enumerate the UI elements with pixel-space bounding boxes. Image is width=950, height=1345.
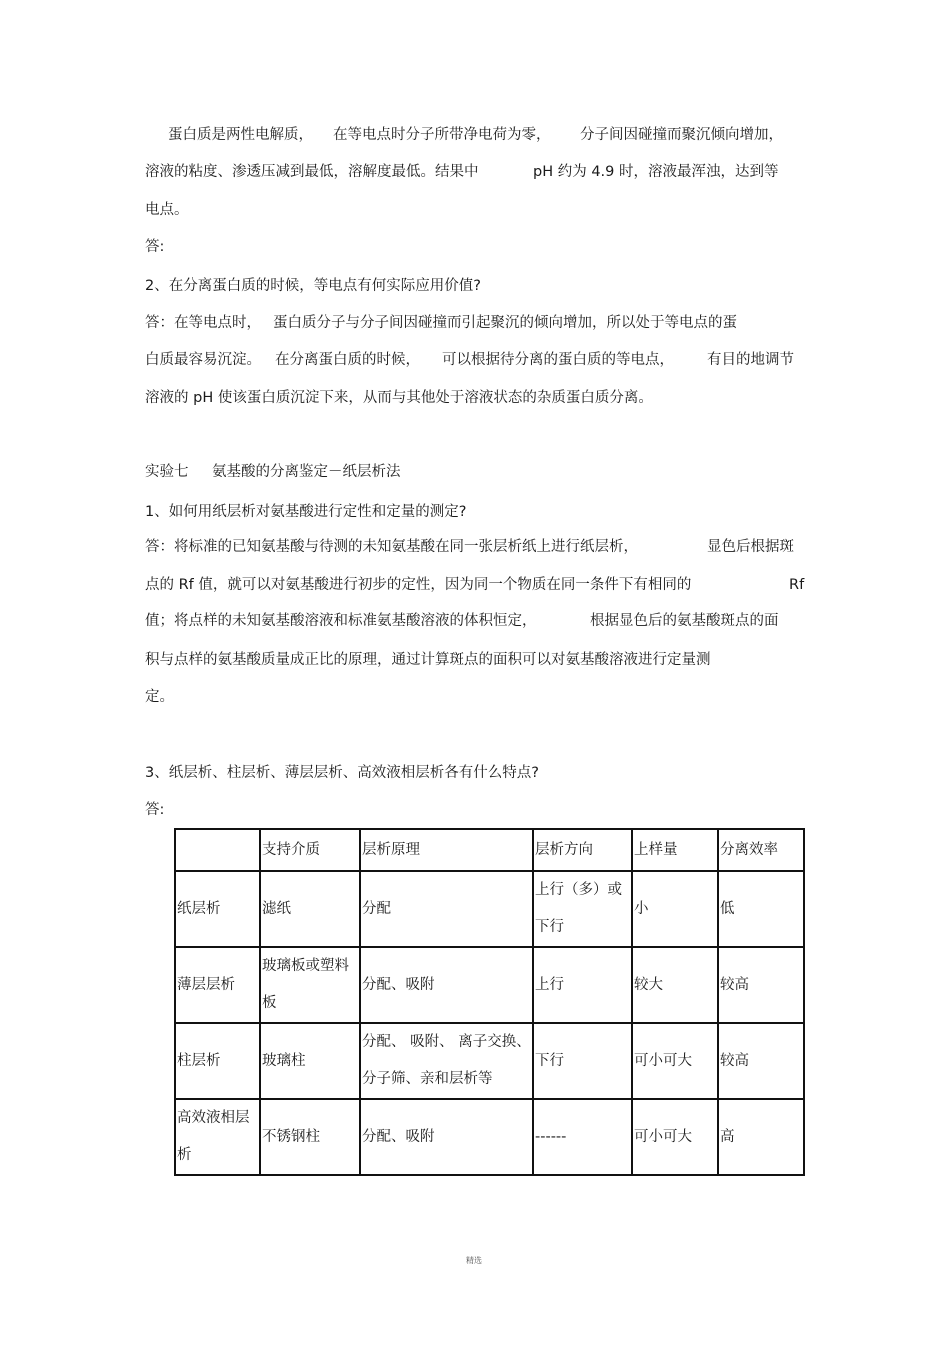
q2-line2-b: 在分离蛋白质的时候， bbox=[275, 352, 420, 368]
para1-line1-c: 分子间因碰撞而聚沉倾向增加， bbox=[580, 127, 783, 143]
q2-line1-a: 答：在等电点时， bbox=[145, 315, 261, 331]
table-cell: 下行 bbox=[533, 1023, 632, 1099]
table-cell: 分配、 吸附、 离子交换、分子筛、亲和层析等 bbox=[360, 1023, 533, 1099]
page-footer: 精选 bbox=[466, 1256, 482, 1265]
table-cell: 较高 bbox=[718, 1023, 804, 1099]
q2-line3: 溶液的 pH 使该蛋白质沉淀下来，从而与其他处于溶液状态的杂质蛋白质分离。 bbox=[145, 390, 653, 406]
table-row bbox=[175, 1023, 804, 1099]
table-cell: 高效液相层析 bbox=[175, 1099, 260, 1175]
exp7-line3-a: 值；将点样的未知氨基酸溶液和标准氨基酸溶液的体积恒定， bbox=[145, 613, 537, 629]
q2-line2-d: 有目的地调节 bbox=[707, 352, 794, 368]
exp7-line5: 定。 bbox=[145, 689, 174, 705]
answer-label-1: 答: bbox=[145, 239, 165, 255]
chromatography-comparison-table bbox=[174, 828, 805, 1176]
exp7-title-number: 实验七 bbox=[145, 464, 189, 480]
q2-line1-b: 蛋白质分子与分子间因碰撞而引起聚沉的倾向增加，所以处于等电点的蛋 bbox=[273, 315, 737, 331]
table-cell: 较大 bbox=[632, 947, 718, 1023]
para1-line2-a: 溶液的粘度、渗透压减到最低，溶解度最低。结果中 bbox=[145, 164, 479, 180]
para1-line3: 电点。 bbox=[145, 202, 189, 218]
exp7-line2-a: 点的 Rf 值，就可以对氨基酸进行初步的定性，因为同一个物质在同一条件下有相同的 bbox=[145, 577, 692, 593]
table-cell: 小 bbox=[632, 871, 718, 947]
para1-line1-a: 蛋白质是两性电解质， bbox=[168, 127, 313, 143]
exp7-line1-b: 显色后根据斑 bbox=[707, 539, 794, 555]
table-header-cell: 分离效率 bbox=[718, 829, 804, 871]
exp7-title: 氨基酸的分离鉴定－纸层析法 bbox=[212, 464, 401, 480]
table-cell: 纸层析 bbox=[175, 871, 260, 947]
table-header-cell: 层析方向 bbox=[533, 829, 632, 871]
table-cell: 分配、吸附 bbox=[360, 1099, 533, 1175]
table-cell: 分配、吸附 bbox=[360, 947, 533, 1023]
table-cell: 高 bbox=[718, 1099, 804, 1175]
q3-question: 3、纸层析、柱层析、薄层层析、高效液相层析各有什么特点? bbox=[145, 765, 539, 781]
q2-question: 2、在分离蛋白质的时候，等电点有何实际应用价值? bbox=[145, 278, 481, 294]
exp7-line2-b: Rf bbox=[789, 577, 805, 593]
exp7-line3-b: 根据显色后的氨基酸斑点的面 bbox=[590, 613, 779, 629]
table-cell: 上行（多）或下行 bbox=[533, 871, 632, 947]
table-header-cell: 上样量 bbox=[632, 829, 718, 871]
table-cell: ------ bbox=[533, 1099, 632, 1175]
q2-line2-a: 白质最容易沉淀。 bbox=[145, 352, 261, 368]
table-row bbox=[175, 1099, 804, 1175]
table-cell: 上行 bbox=[533, 947, 632, 1023]
exp7-question: 1、如何用纸层析对氨基酸进行定性和定量的测定? bbox=[145, 504, 467, 520]
table-cell: 可小可大 bbox=[632, 1099, 718, 1175]
table-row bbox=[175, 947, 804, 1023]
q3-answer-label: 答: bbox=[145, 802, 165, 818]
table-cell: 滤纸 bbox=[260, 871, 360, 947]
exp7-line1-a: 答：将标准的已知氨基酸与待测的未知氨基酸在同一张层析纸上进行纸层析， bbox=[145, 539, 638, 555]
para1-line2-b: pH 约为 4.9 时，溶液最浑浊，达到等 bbox=[533, 164, 779, 180]
q2-line2-c: 可以根据待分离的蛋白质的等电点， bbox=[442, 352, 674, 368]
exp7-line4: 积与点样的氨基酸质量成正比的原理，通过计算斑点的面积可以对氨基酸溶液进行定量测 bbox=[145, 652, 711, 668]
table-cell: 较高 bbox=[718, 947, 804, 1023]
para1-line1-b: 在等电点时分子所带净电荷为零， bbox=[333, 127, 551, 143]
table-cell: 可小可大 bbox=[632, 1023, 718, 1099]
table-cell: 玻璃柱 bbox=[260, 1023, 360, 1099]
table-cell: 分配 bbox=[360, 871, 533, 947]
table-cell: 薄层层析 bbox=[175, 947, 260, 1023]
table-header-row bbox=[175, 829, 804, 871]
table-row bbox=[175, 871, 804, 947]
table-header-cell: 支持介质 bbox=[260, 829, 360, 871]
table-cell: 玻璃板或塑料板 bbox=[260, 947, 360, 1023]
table-header-cell: 层析原理 bbox=[360, 829, 533, 871]
table-cell: 柱层析 bbox=[175, 1023, 260, 1099]
table-header-cell bbox=[175, 829, 260, 871]
table-cell: 不锈钢柱 bbox=[260, 1099, 360, 1175]
table-cell: 低 bbox=[718, 871, 804, 947]
